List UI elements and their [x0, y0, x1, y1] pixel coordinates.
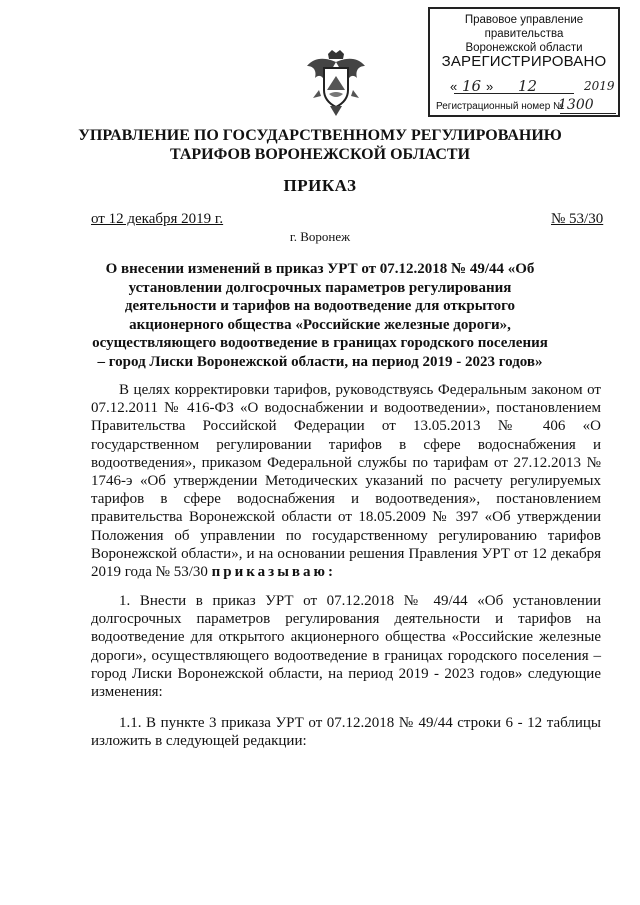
org-name-line2: ТАРИФОВ ВОРОНЕЖСКОЙ ОБЛАСТИ	[169, 146, 471, 163]
registration-stamp	[428, 7, 620, 117]
document-type: ПРИКАЗ	[283, 176, 357, 195]
preamble-text: В целях корректировки тарифов, руководствуясь Федеральным законом от 07.12.2011 № 416-ФЗ «О водоснабжении и водоотведении», постановлением Правительства Российской Федерации от 13.05.2013 № 406 «О государственном регулировании тарифов в сфере водоснабжения и водоотведения», приказом Федеральной службы по тарифам от 27.12.2013 № 1746-э «Об утверждении Методических указаний по расчету регулируемых тарифов в сфере водоснабжения и водоотведения», постановлением правительства Воронежской области от 18.05.2009 № 397 «Об утверждении Положения об управлении по государственному регулированию тарифов Воронежской области», и на основании решения Правления УРТ от 12 декабря 2019 года № 53/30	[91, 382, 601, 581]
stamp-reg-label: Регистрационный номер №	[436, 101, 564, 112]
stamp-month-line	[498, 93, 574, 94]
stamp-day-line	[454, 93, 498, 94]
stamp-authority	[430, 13, 618, 55]
stamp-authority-line1: Правовое управление правительства	[464, 14, 584, 40]
order-heading: О внесении изменений в приказ УРТ от 07.12.2018 № 49/44 «Об установлении долгосрочных параметров регулирования деятельности и тарифов на водоотведение для открытого акционерного общества «Российские железные дороги», осуществляющего водоотведение в границах городского поселения – город Лиски Воронежской области, на период 2019 - 2023 годов»	[92, 261, 548, 370]
stamp-quote-close: »	[486, 79, 494, 94]
stamp-month: 12	[518, 77, 538, 95]
clause-1-1-paragraph: 1.1. В пункте 3 приказа УРТ от 07.12.2018 № 49/44 строки 6 - 12 таблицы изложить в следующей редакции:	[91, 715, 601, 750]
order-word: приказываю:	[211, 564, 336, 581]
stamp-quote-open: «	[450, 79, 458, 94]
preamble-paragraph	[91, 381, 601, 581]
stamp-year: 2019	[584, 79, 615, 93]
clause-1-paragraph: 1. Внести в приказ УРТ от 07.12.2018 № 49/44 «Об установлении долгосрочных параметров регулирования деятельности и тарифов на водоотведение для открытого акционерного общества «Российские железные дороги», осуществляющего водоотведение в границах городского поселения – город Лиски Воронежской области, на период 2019 - 2023 годов» следующие изменения:	[91, 593, 601, 701]
stamp-authority-line2: Воронежской области	[465, 42, 583, 54]
voronezh-coat-of-arms-icon	[305, 50, 367, 118]
order-number: № 53/30	[551, 211, 604, 227]
stamp-day: 16	[462, 77, 482, 95]
org-name-line1: УПРАВЛЕНИЕ ПО ГОСУДАРСТВЕННОМУ РЕГУЛИРОВАНИЮ	[78, 127, 562, 144]
stamp-registered-label: ЗАРЕГИСТРИРОВАНО	[441, 53, 607, 70]
city: г. Воронеж	[289, 229, 351, 244]
stamp-reg-number: 1300	[558, 97, 594, 113]
stamp-date	[448, 77, 615, 97]
stamp-reg-line	[560, 113, 616, 114]
order-date: от 12 декабря 2019 г.	[91, 211, 224, 227]
